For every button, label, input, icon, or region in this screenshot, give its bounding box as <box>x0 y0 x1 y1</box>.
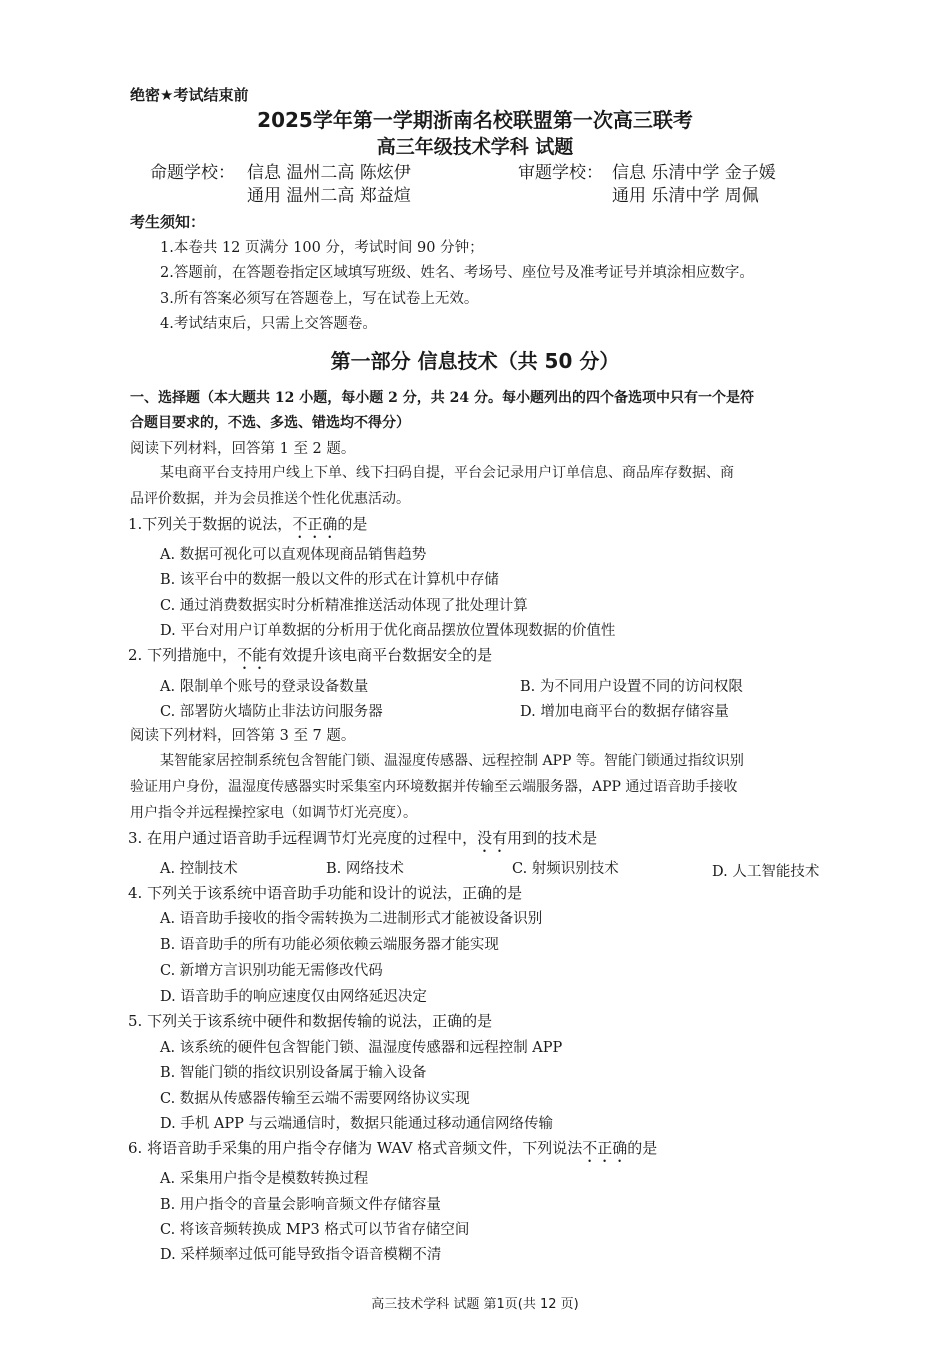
read-instruction-1: 阅读下列材料，回答第 1 至 2 题。 <box>130 441 356 457</box>
exam-subtitle: 高三年级技术学科 试题 <box>376 136 574 158</box>
section-heading-2: 合题目要求的，不选、多选、错选均不得分） <box>130 415 410 431</box>
page-footer: 高三技术学科 试题 第1页(共 12 页) <box>371 1297 579 1312</box>
setter-1: 信息 温州二高 陈炫伊 <box>247 163 411 183</box>
q3-option-a: A. 控制技术 <box>160 861 238 877</box>
q1-option-c: C. 通过消费数据实时分析精准推送活动体现了批处理计算 <box>160 598 528 614</box>
q4-option-a: A. 语音助手接收的指令需转换为二进制形式才能被设备识别 <box>160 911 543 927</box>
q3-option-b: B. 网络技术 <box>326 861 404 877</box>
q1-option-d: D. 平台对用户订单数据的分析用于优化商品摆放位置体现数据的价值性 <box>160 623 616 639</box>
q5-option-b: B. 智能门锁的指纹识别设备属于输入设备 <box>160 1065 427 1081</box>
notice-item: 1.本卷共 12 页满分 100 分，考试时间 90 分钟； <box>160 240 484 256</box>
section-heading: 一、选择题（本大题共 12 小题，每小题 2 分，共 24 分。每小题列出的四个备选项中只有一个是符 <box>130 390 754 406</box>
q6-option-a: A. 采集用户指令是模数转换过程 <box>160 1171 369 1187</box>
question-6: 6. 将语音助手采集的用户指令存储为 WAV 格式音频文件，下列说法不正确的是 <box>128 1139 658 1157</box>
material-1-line-2: 品评价数据，并为会员推送个性化优惠活动。 <box>130 491 410 507</box>
q2-option-b: B. 为不同用户设置不同的访问权限 <box>520 679 743 695</box>
notice-item: 2.答题前，在答题卷指定区域填写班级、姓名、考场号、座位号及准考证号并填涂相应数字。 <box>160 265 754 281</box>
read-instruction-2: 阅读下列材料，回答第 3 至 7 题。 <box>130 728 356 744</box>
notice-item: 4.考试结束后，只需上交答题卷。 <box>160 316 377 332</box>
q5-option-d: D. 手机 APP 与云端通信时，数据只能通过移动通信网络传输 <box>160 1116 554 1132</box>
question-5: 5. 下列关于该系统中硬件和数据传输的说法，正确的是 <box>128 1012 493 1030</box>
q1-option-b: B. 该平台中的数据一般以文件的形式在计算机中存储 <box>160 572 499 588</box>
material-2-line-3: 用户指令并远程操控家电（如调节灯光亮度）。 <box>130 805 417 821</box>
notice-item: 3.所有答案必须写在答题卷上，写在试卷上无效。 <box>160 291 479 307</box>
q6-option-c: C. 将该音频转换成 MP3 格式可以节省存储空间 <box>160 1222 470 1238</box>
q3-option-d: D. 人工智能技术 <box>712 864 820 880</box>
q5-option-c: C. 数据从传感器传输至云端不需要网络协议实现 <box>160 1091 470 1107</box>
q4-option-c: C. 新增方言识别功能无需修改代码 <box>160 963 383 979</box>
q2-option-a: A. 限制单个账号的登录设备数量 <box>160 679 369 695</box>
material-1-line-1: 某电商平台支持用户线上下单、线下扫码自提，平台会记录用户订单信息、商品库存数据、商 <box>160 465 734 481</box>
q4-option-b: B. 语音助手的所有功能必须依赖云端服务器才能实现 <box>160 937 499 953</box>
setter-2: 通用 温州二高 郑益煊 <box>247 186 411 206</box>
q2-option-c: C. 部署防火墙防止非法访问服务器 <box>160 704 383 720</box>
q1-option-a: A. 数据可视化可以直观体现商品销售趋势 <box>160 547 427 563</box>
question-2: 2. 下列措施中，不能有效提升该电商平台数据安全的是 <box>128 646 493 664</box>
q4-option-d: D. 语音助手的响应速度仅由网络延迟决定 <box>160 989 427 1005</box>
reviewer-1: 信息 乐清中学 金子媛 <box>612 163 776 183</box>
question-3: 3. 在用户通过语音助手远程调节灯光亮度的过程中，没有用到的技术是 <box>128 829 598 847</box>
material-2-line-2: 验证用户身份，温湿度传感器实时采集室内环境数据并传输至云端服务器，APP 通过语音助手接收 <box>130 779 738 795</box>
question-4: 4. 下列关于该系统中语音助手功能和设计的说法，正确的是 <box>128 884 523 902</box>
setter-label: 命题学校： <box>150 163 235 183</box>
reviewer-2: 通用 乐清中学 周佩 <box>612 186 759 206</box>
material-2-line-1: 某智能家居控制系统包含智能门锁、温湿度传感器、远程控制 APP 等。智能门锁通过指纹识别 <box>160 753 744 769</box>
confidential-mark: 绝密★考试结束前 <box>130 86 249 104</box>
q5-option-a: A. 该系统的硬件包含智能门锁、温湿度传感器和远程控制 APP <box>160 1040 563 1056</box>
part-title: 第一部分 信息技术（共 50 分） <box>330 349 620 373</box>
q6-option-b: B. 用户指令的音量会影响音频文件存储容量 <box>160 1197 441 1213</box>
exam-title: 2025学年第一学期浙南名校联盟第一次高三联考 <box>257 108 693 132</box>
question-1: 1.下列关于数据的说法，不正确的是 <box>128 515 368 533</box>
q3-option-c: C. 射频识别技术 <box>512 861 619 877</box>
reviewer-label: 审题学校： <box>518 163 603 183</box>
notice-heading: 考生须知： <box>130 213 206 231</box>
q2-option-d: D. 增加电商平台的数据存储容量 <box>520 704 729 720</box>
q6-option-d: D. 采样频率过低可能导致指令语音模糊不清 <box>160 1247 442 1263</box>
